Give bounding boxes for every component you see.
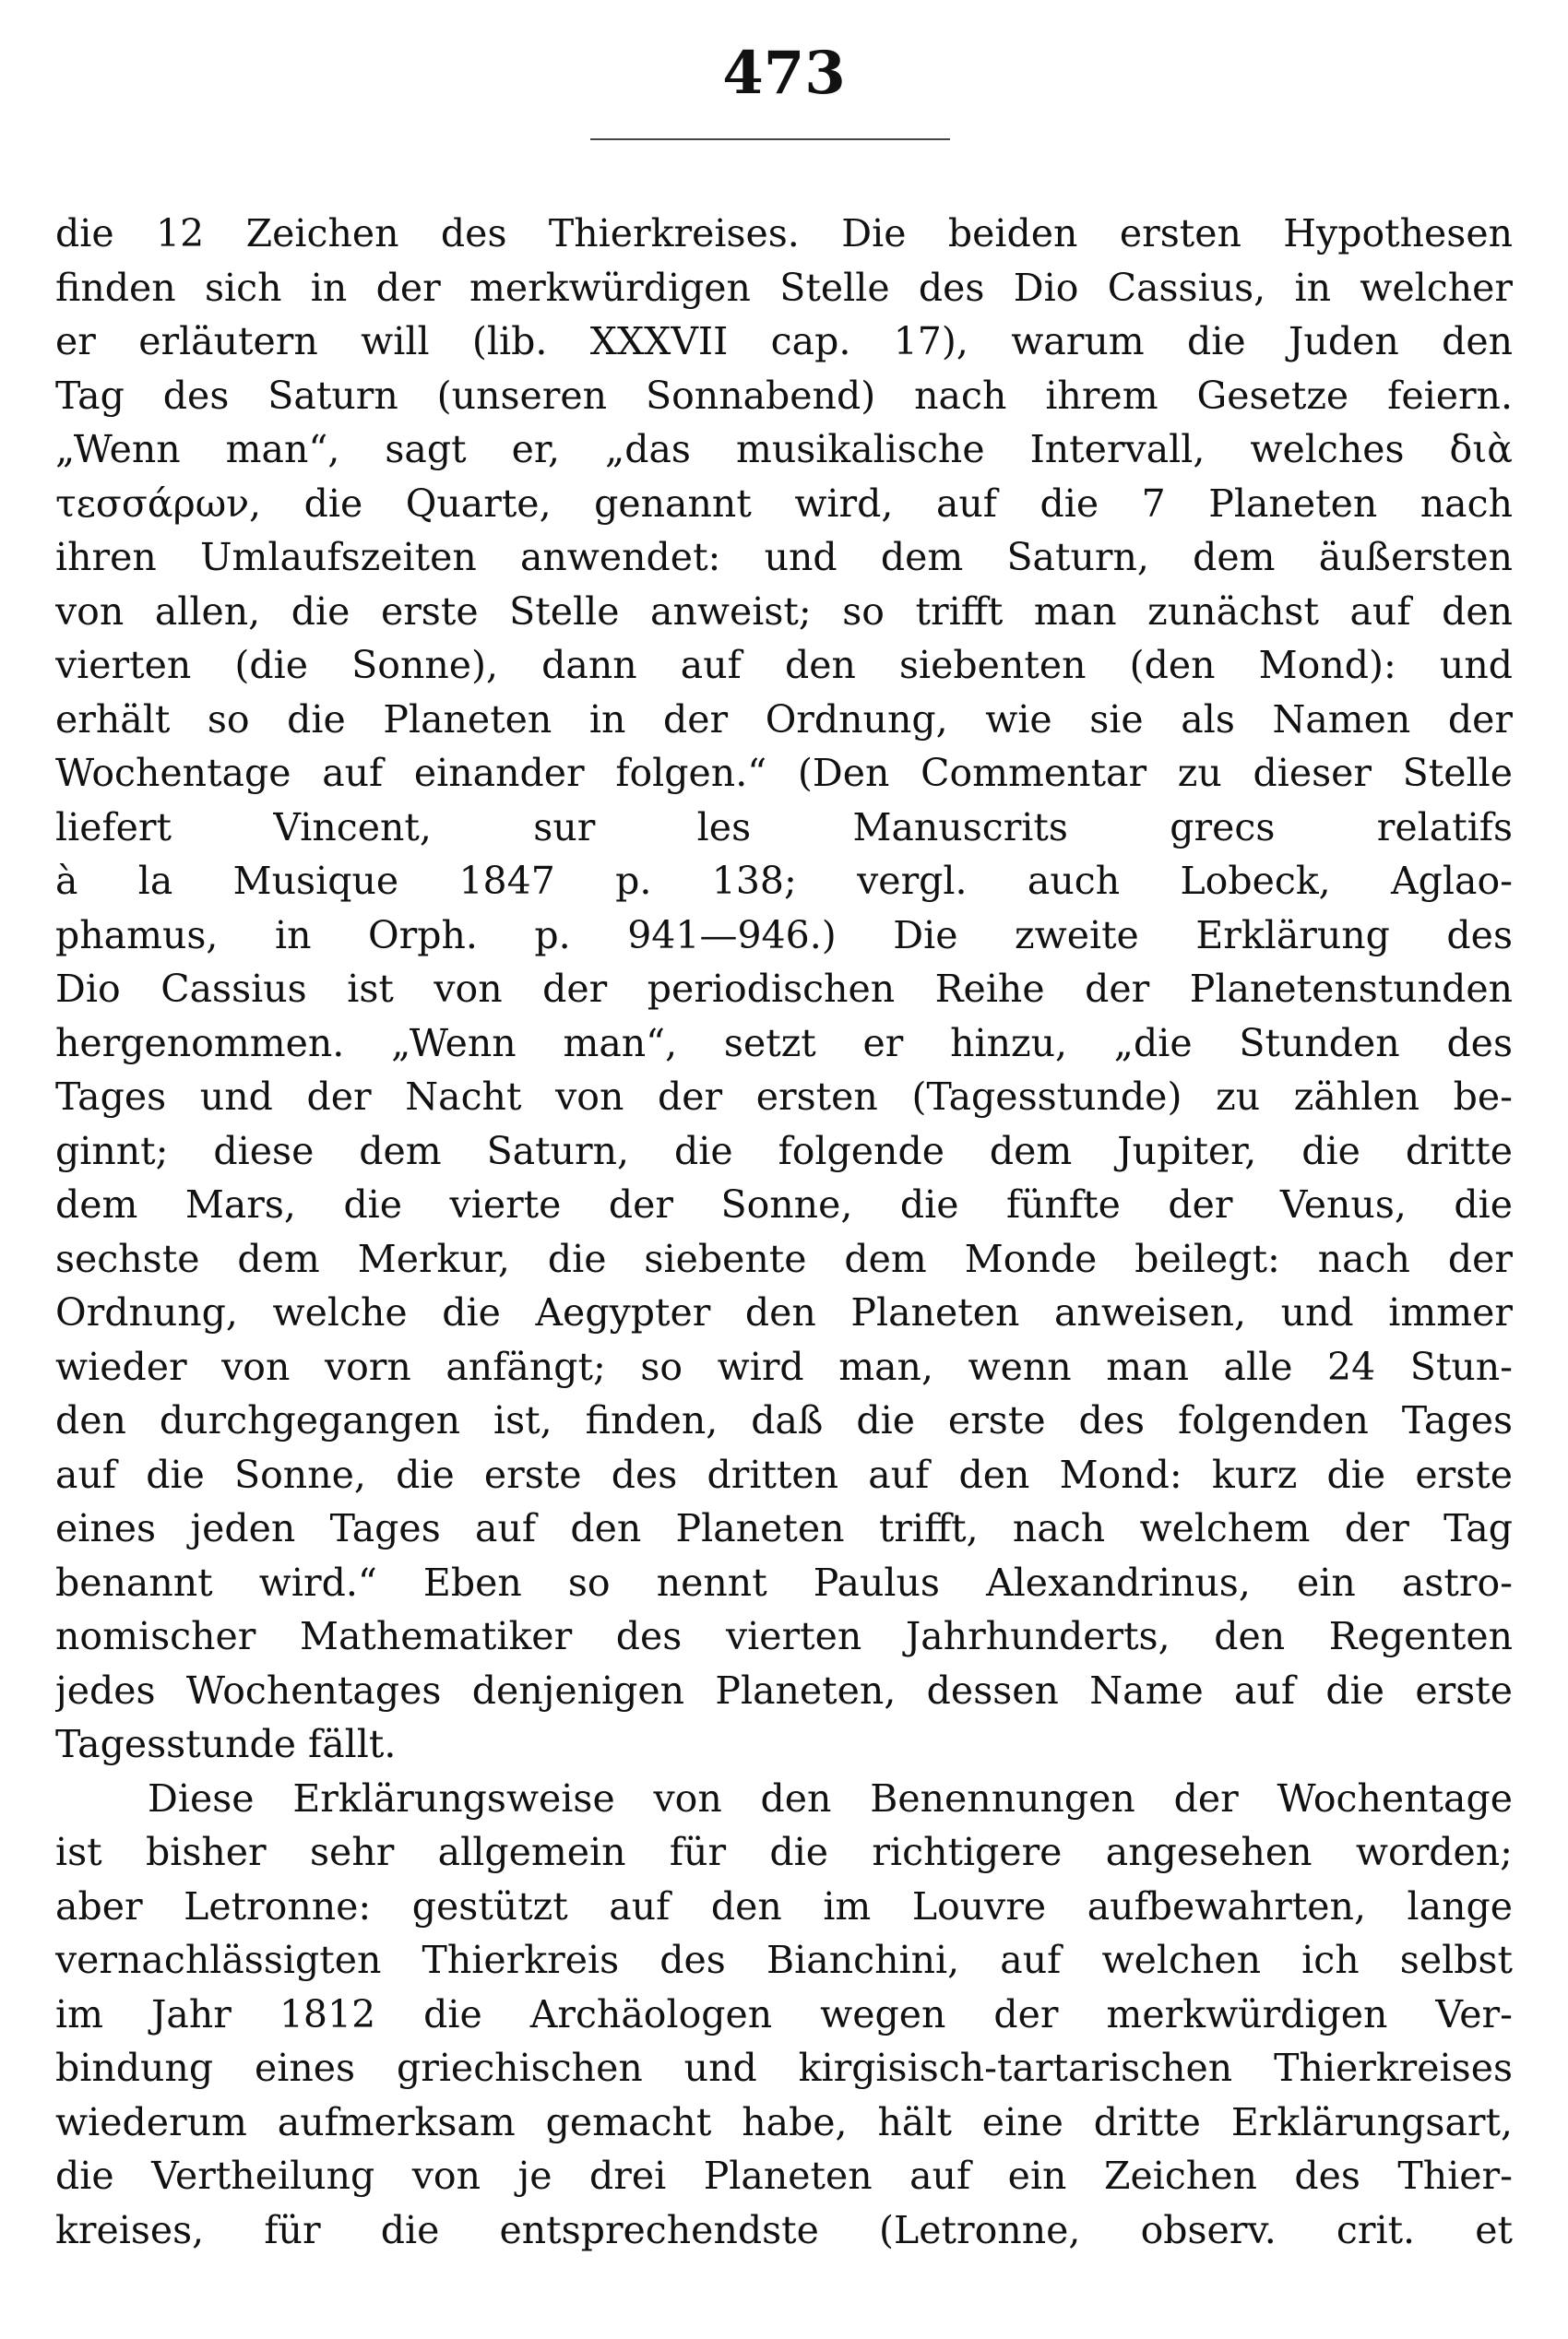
text-line: die Vertheilung von je drei Planeten auf ein Zeichen des Thier- <box>55 2154 1513 2198</box>
text-line: bindung eines griechischen und kirgisisch-tartarischen Thierkreises <box>55 2046 1513 2090</box>
text-line: Wochentage auf einander folgen.“ (Den Commentar zu dieser Stelle <box>55 751 1513 795</box>
text-line: ginnt; diese dem Saturn, die folgende dem Jupiter, die dritte <box>55 1128 1513 1173</box>
text-line: Dio Cassius ist von der periodischen Reihe der Planetenstunden <box>55 967 1513 1011</box>
text-line: aber Letronne: gestützt auf den im Louvre aufbewahrten, lange <box>55 1883 1513 1929</box>
text-line: „Wenn man“, sagt er, „das musikalische Intervall, welches διὰ <box>55 427 1513 471</box>
text-line: erhält so die Planeten in der Ordnung, wie sie als Namen der <box>55 696 1513 742</box>
text-line: im Jahr 1812 die Archäologen wegen der merkwürdigen Ver- <box>55 1991 1513 2036</box>
text-line: nomischer Mathematiker des vierten Jahrhunderts, den Regenten <box>55 1614 1513 1658</box>
text-line: vierten (die Sonne), dann auf den siebenten (den Mond): und <box>55 643 1513 687</box>
text-line: vernachlässigten Thierkreis des Bianchini, auf welchen ich selbst <box>55 1938 1513 1982</box>
body-text <box>55 207 1513 2257</box>
text-line: kreises, für die entsprechendste (Letronne, observ. crit. et <box>55 2207 1513 2252</box>
text-line: Tages und der Nacht von der ersten (Tagesstunde) zu zählen be- <box>55 1075 1513 1119</box>
text-line: wiederum aufmerksam gemacht habe, hält eine dritte Erklärungsart, <box>55 2099 1513 2144</box>
text-line: benannt wird.“ Eben so nennt Paulus Alexandrinus, ein astro- <box>55 1560 1513 1605</box>
text-line: jedes Wochentages denjenigen Planeten, dessen Name auf die erste <box>55 1668 1513 1713</box>
text-line: eines jeden Tages auf den Planeten trifft, nach welchem der Tag <box>55 1506 1513 1550</box>
text-line: den durchgegangen ist, finden, daß die erste des folgenden Tages <box>55 1398 1513 1443</box>
text-line: ihren Umlaufszeiten anwendet: und dem Saturn, dem äußersten <box>55 535 1513 579</box>
text-line: τεσσάρων, die Quarte, genannt wird, auf die 7 Planeten nach <box>55 481 1513 526</box>
text-line: wieder von vorn anfängt; so wird man, wenn man alle 24 Stun- <box>55 1344 1513 1389</box>
paragraph-end-line: Tagesstunde fällt. <box>55 1722 397 1766</box>
text-line: à la Musique 1847 p. 138; vergl. auch Lobeck, Aglao- <box>55 859 1513 903</box>
text-line: liefert Vincent, sur les Manuscrits grecs relatifs <box>55 804 1513 849</box>
header-rule <box>590 138 950 140</box>
paragraph-first-line: Diese Erklärungsweise von den Benennungen der Wochentage <box>148 1775 1513 1821</box>
text-line: Ordnung, welche die Aegypter den Planeten anweisen, und immer <box>55 1290 1513 1335</box>
text-line: Tag des Saturn (unseren Sonnabend) nach ihrem Gesetze feiern. <box>55 373 1513 418</box>
page-number: 473 <box>722 39 846 108</box>
text-line: von allen, die erste Stelle anweist; so trifft man zunächst auf den <box>55 588 1513 634</box>
text-line: er erläutern will (lib. XXXVII cap. 17), warum die Juden den <box>55 319 1513 363</box>
text-line: dem Mars, die vierte der Sonne, die fünfte der Venus, die <box>55 1182 1513 1227</box>
text-line: auf die Sonne, die erste des dritten auf den Mond: kurz die erste <box>55 1452 1513 1497</box>
text-line: die 12 Zeichen des Thierkreises. Die beiden ersten Hypothesen <box>55 211 1513 255</box>
text-line: ist bisher sehr allgemein für die richtigere angesehen worden; <box>55 1830 1513 1874</box>
text-line: finden sich in der merkwürdigen Stelle des Dio Cassius, in welcher <box>55 265 1513 310</box>
text-line: hergenommen. „Wenn man“, setzt er hinzu, „die Stunden des <box>55 1020 1513 1065</box>
text-line: phamus, in Orph. p. 941—946.) Die zweite Erklärung des <box>55 912 1513 957</box>
text-line: sechste dem Merkur, die siebente dem Monde beilegt: nach der <box>55 1236 1513 1281</box>
